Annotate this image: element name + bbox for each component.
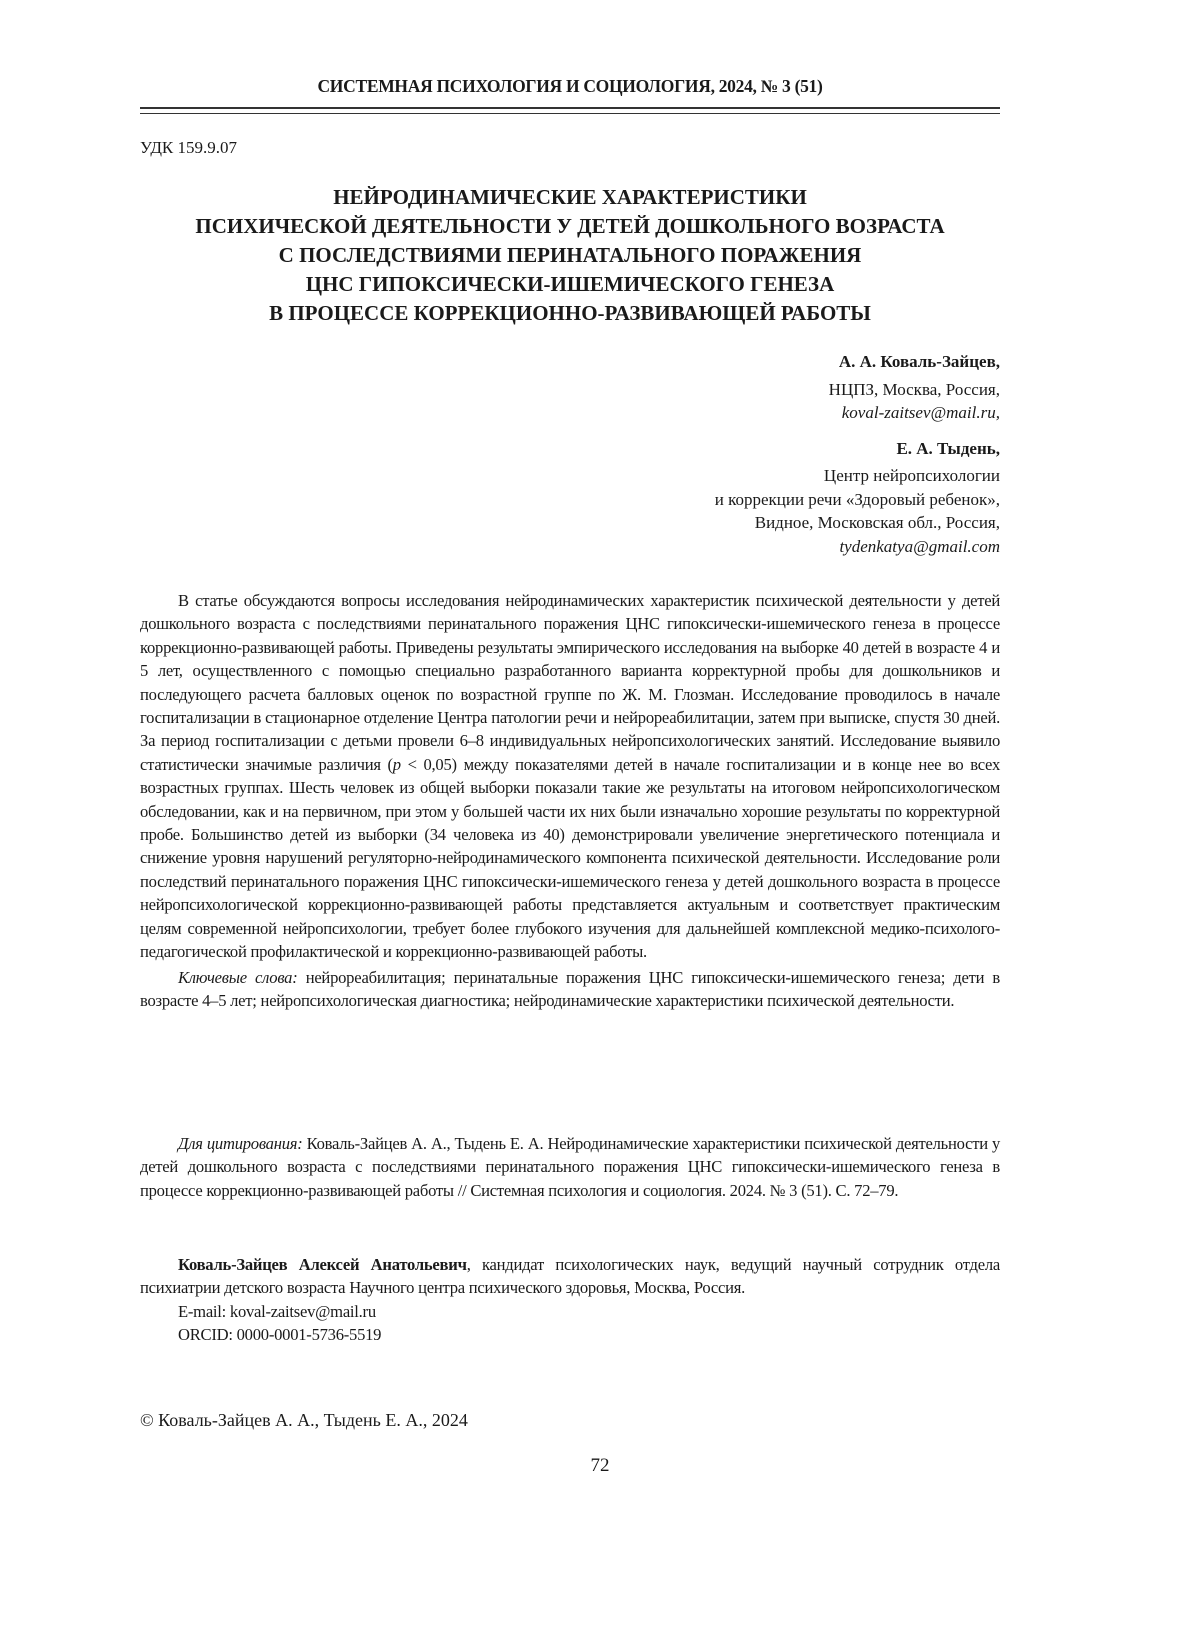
author-affiliation: Видное, Московская обл., Россия,	[754, 513, 1000, 532]
title-line: С ПОСЛЕДСТВИЯМИ ПЕРИНАТАЛЬНОГО ПОРАЖЕНИЯ	[278, 243, 862, 267]
author-email[interactable]: tydenkatya@gmail.com	[839, 536, 1000, 556]
udk-code: УДК 159.9.07	[140, 138, 238, 157]
bio-orcid: ORCID: 0000-0001-5736-5519	[178, 1325, 382, 1345]
bio-email[interactable]: E-mail: koval-zaitsev@mail.ru	[178, 1301, 376, 1321]
header-rule	[140, 107, 1000, 109]
page-number: 72	[590, 1455, 610, 1476]
citation	[140, 1132, 1000, 1202]
author-email[interactable]: koval-zaitsev@mail.ru,	[841, 403, 1000, 422]
journal-header: СИСТЕМНАЯ ПСИХОЛОГИЯ И СОЦИОЛОГИЯ, 2024, № 3 (51)	[317, 76, 823, 96]
author-affiliation: Центр нейропсихологии	[823, 466, 1000, 485]
keywords-label: Ключевые слова:	[178, 967, 298, 987]
keywords-text: нейрореабилитация; перинатальные поражения ЦНС гипоксически-ишемического генеза; дети в возрасте 4–5 лет; нейропсихологическая диагностика; нейродинамические характеристики психической деятельности.	[140, 967, 1000, 1010]
header-rule	[140, 113, 1000, 114]
authors-block	[715, 350, 1000, 558]
author-name: А. А. Коваль-Зайцев,	[838, 352, 1000, 371]
title-line: ЦНС ГИПОКСИЧЕСКИ-ИШЕМИЧЕСКОГО ГЕНЕЗА	[305, 272, 835, 296]
bio-name: Коваль-Зайцев Алексей Анатольевич	[178, 1255, 467, 1274]
author-name: Е. А. Тыдень,	[896, 438, 1000, 458]
author-bio	[140, 1253, 1000, 1347]
author-affiliation: НЦПЗ, Москва, Россия,	[828, 379, 1000, 399]
abstract	[140, 589, 1000, 1012]
p-value-symbol: p	[392, 754, 401, 774]
title-line: НЕЙРОДИНАМИЧЕСКИЕ ХАРАКТЕРИСТИКИ	[333, 185, 807, 209]
abstract-text: < 0,05) между показателями детей в начале госпитализации и в конце нее во всех возрастных группах. Шесть человек из общей выборки показали такие же результаты на итоговом нейропсихологическом обследовании, как и на первичном, при этом у большей части их них были изначально хорошие результаты по корректурной пробе. Большинство детей из выборки (34 человека из 40) демонстрировали увеличение энергетического потенциала и снижение уровня нарушений регуляторно-нейродинамического компонента психической деятельности. Исследование роли последствий перинатального поражения ЦНС гипоксически-ишемического генеза у детей дошкольного возраста в процессе нейропсихологической коррекционно-развивающей работы представляется актуальным и соответствует практическим целям современной нейропсихологии, требует более глубокого изучения для дальнейшей комплексной медико-психолого-педагогической профилактической и коррекционно-развивающей работы.	[140, 754, 1001, 962]
copyright: © Коваль-Зайцев А. А., Тыдень Е. А., 2024	[140, 1410, 468, 1430]
title-line: В ПРОЦЕССЕ КОРРЕКЦИОННО-РАЗВИВАЮЩЕЙ РАБОТЫ	[269, 301, 871, 325]
citation-text: Коваль-Зайцев А. А., Тыдень Е. А. Нейродинамические характеристики психической деятельности у детей дошкольного возраста с последствиями перинатального поражения ЦНС гипоксически-ишемического генеза в процессе коррекционно-развивающей работы // Системная психология и социология. 2024. № 3 (51). С. 72–79.	[140, 1134, 1000, 1200]
author-affiliation: и коррекции речи «Здоровый ребенок»,	[714, 489, 1000, 509]
title-line: ПСИХИЧЕСКОЙ ДЕЯТЕЛЬНОСТИ У ДЕТЕЙ ДОШКОЛЬНОГО ВОЗРАСТА	[195, 214, 945, 238]
abstract-text: В статье обсуждаются вопросы исследования нейродинамических характеристик психической деятельности у детей дошкольного возраста с последствиями перинатального поражения ЦНС гипоксически-ишемического генеза в процессе коррекционно-развивающей работы. Приведены результаты эмпирического исследования на выборке 40 детей в возрасте 4 и 5 лет, осуществленного с помощью специально разработанного варианта корректурной пробы для дошкольников и последующего расчета балловых оценок по возрастной группе по Ж. М. Глозман. Исследование проводилось в начале госпитализации в стационарное отделение Центра патологии речи и нейрореабилитации, затем при выписке, спустя 30 дней. За период госпитализации с детьми провели 6–8 индивидуальных нейропсихологических занятий. Исследование выявило статистически значимые различия (	[140, 591, 1000, 774]
bio-text: , кандидат психологических наук, ведущий научный сотрудник отдела психиатрии детского возраста Научного центра психического здоровья, Москва, Россия.	[140, 1255, 1000, 1298]
citation-label: Для цитирования:	[178, 1134, 303, 1153]
article-title	[140, 183, 1000, 328]
